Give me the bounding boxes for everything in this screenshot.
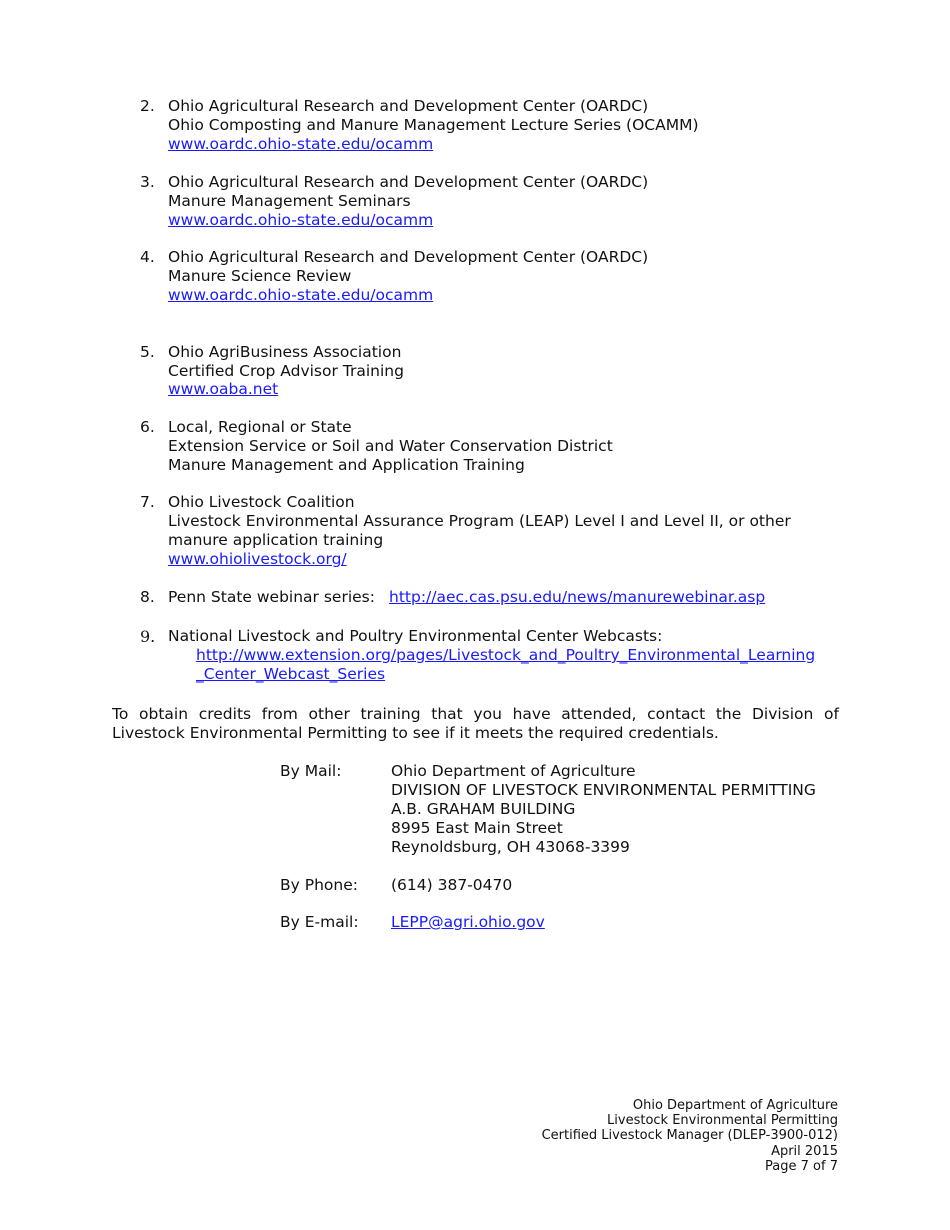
item-number: 4. (140, 248, 155, 266)
mail-address-line: DIVISION OF LIVESTOCK ENVIRONMENTAL PERMITTING (391, 781, 816, 799)
item-number: 8. (140, 588, 155, 606)
mail-address-line: Reynoldsburg, OH 43068-3399 (391, 838, 630, 856)
item-line: Manure Management Seminars (168, 192, 411, 210)
credits-paragraph: To obtain credits from other training that you have attended, contact the Division of Livestock Environmental Permitting to see if it meets the required credentials. (112, 705, 839, 742)
mail-label: By Mail: (280, 762, 342, 780)
item-line: Local, Regional or State (168, 418, 352, 436)
page-number: Page 7 of 7 (765, 1158, 838, 1174)
footer-line: April 2015 (771, 1143, 838, 1159)
ocamm-link[interactable]: www.oardc.ohio-state.edu/ocamm (168, 211, 434, 229)
psu-webinar-link[interactable]: http://aec.cas.psu.edu/news/manurewebinar.asp (389, 588, 766, 606)
item-line: Manure Science Review (168, 267, 352, 285)
item-line: Ohio Livestock Coalition (168, 493, 355, 511)
phone-label: By Phone: (280, 876, 358, 894)
item-line: Ohio Agricultural Research and Development Center (OARDC) (168, 173, 649, 191)
item-number: 9. (140, 627, 156, 646)
item-number: 5. (140, 343, 155, 361)
item-number: 3. (140, 173, 155, 191)
item-line: Livestock Environmental Assurance Program (LEAP) Level I and Level II, or other (168, 512, 791, 530)
item-line: Ohio Agricultural Research and Development Center (OARDC) (168, 97, 649, 115)
ohiolivestock-link[interactable]: www.ohiolivestock.org/ (168, 550, 347, 568)
mail-address-line: 8995 East Main Street (391, 819, 563, 837)
item-number: 6. (140, 418, 155, 436)
footer-line: Livestock Environmental Permitting (607, 1113, 838, 1129)
item-line: manure application training (168, 531, 384, 549)
item-line: Ohio Agricultural Research and Development Center (OARDC) (168, 248, 649, 266)
item-number: 2. (140, 97, 155, 115)
mail-address-line: Ohio Department of Agriculture (391, 762, 636, 780)
item-line: Ohio Composting and Manure Management Lecture Series (OCAMM) (168, 116, 699, 134)
email-link[interactable]: LEPP@agri.ohio.gov (391, 913, 545, 931)
item-line: Certified Crop Advisor Training (168, 362, 404, 380)
footer-line: Ohio Department of Agriculture (632, 1098, 838, 1113)
extension-webcast-link[interactable]: http://www.extension.org/pages/Livestock_and_Poultry_Environmental_Learning (196, 646, 816, 664)
footer-line: Certified Livestock Manager (DLEP-3900-012) (541, 1128, 838, 1144)
oaba-link[interactable]: www.oaba.net (168, 380, 279, 398)
phone-number: (614) 387-0470 (391, 876, 513, 894)
item-line: Penn State webinar series: (168, 588, 375, 606)
email-label: By E-mail: (280, 913, 359, 931)
ocamm-link[interactable]: www.oardc.ohio-state.edu/ocamm (168, 135, 434, 153)
item-line: National Livestock and Poultry Environmental Center Webcasts: (168, 627, 663, 645)
ocamm-link[interactable]: www.oardc.ohio-state.edu/ocamm (168, 286, 434, 304)
item-number: 7. (140, 493, 155, 511)
item-line: Ohio AgriBusiness Association (168, 343, 402, 361)
item-line: Manure Management and Application Training (168, 456, 525, 474)
item-line: Extension Service or Soil and Water Conservation District (168, 437, 613, 455)
mail-address-line: A.B. GRAHAM BUILDING (391, 800, 576, 818)
page-footer (542, 1098, 838, 1174)
extension-webcast-link-continued[interactable]: _Center_Webcast_Series (196, 665, 386, 683)
